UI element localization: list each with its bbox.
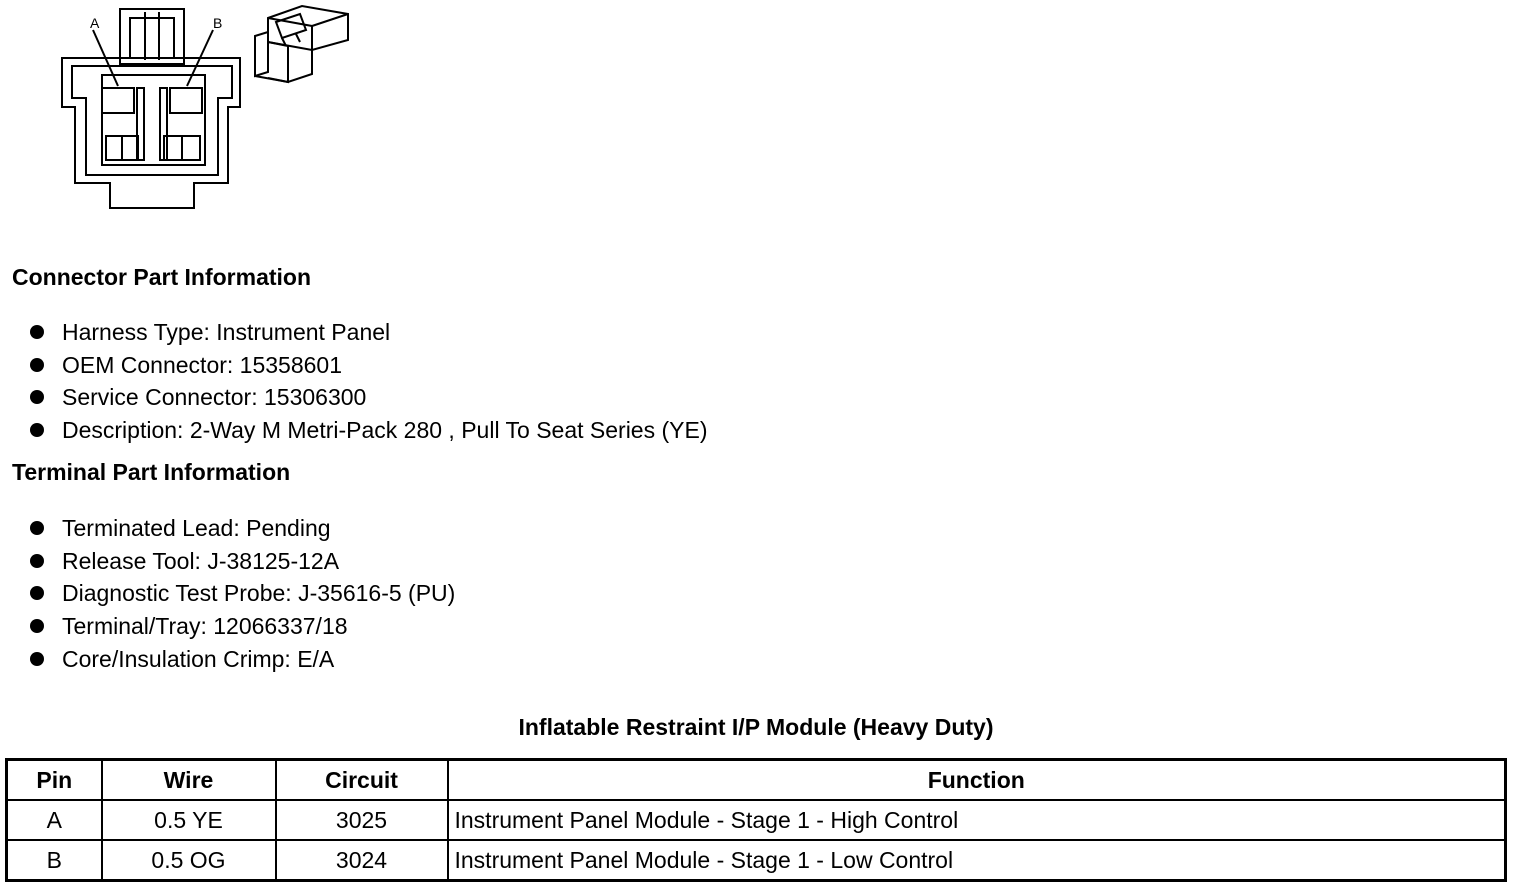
pin-a-terminal [102,88,134,113]
bullet-icon [30,358,44,372]
connector-info-heading: Connector Part Information [12,264,312,290]
bullet-icon [30,554,44,568]
cell-function: Instrument Panel Module - Stage 1 - High Control [448,800,1506,840]
list-item [30,643,455,676]
cell-circuit: 3024 [276,840,448,881]
cell-function: Instrument Panel Module - Stage 1 - Low Control [448,840,1506,881]
column-header-wire: Wire [102,760,276,801]
column-header-function: Function [448,760,1506,801]
list-item [30,349,708,382]
connector-body [62,58,240,208]
column-header-pin: Pin [7,760,102,801]
list-item [30,316,708,349]
list-item [30,610,455,643]
terminal-info-heading: Terminal Part Information [12,459,291,485]
connector-perspective-view [255,6,348,82]
harness-type: Harness Type: Instrument Panel [62,319,391,345]
bullet-icon [30,521,44,535]
connector-description: Description: 2-Way M Metri-Pack 280 , Pull To Seat Series (YE) [62,417,708,444]
bullet-icon [30,390,44,404]
cell-pin: A [7,800,102,840]
pin-b-terminal [170,88,202,113]
connector-info-list [30,316,708,447]
bullet-icon [30,652,44,666]
service-connector: Service Connector: 15306300 [62,384,367,411]
oem-connector: OEM Connector: 15358601 [62,351,343,378]
list-item [30,414,708,447]
terminal-info-list [30,512,455,675]
cell-wire: 0.5 OG [102,840,276,881]
list-item [30,381,708,414]
release-tool: Release Tool: J-38125-12A [62,547,340,574]
bullet-icon [30,325,44,339]
pinout-table [5,758,1507,882]
table-title: Inflatable Restraint I/P Module (Heavy Duty) [518,714,994,740]
column-header-circuit: Circuit [276,760,448,801]
cell-circuit: 3025 [276,800,448,840]
cell-pin: B [7,840,102,881]
terminated-lead: Terminated Lead: Pending [62,515,331,541]
bullet-icon [30,619,44,633]
pin-a-label: A [90,15,100,31]
cell-wire: 0.5 YE [102,800,276,840]
bullet-icon [30,423,44,437]
connector-diagram [50,0,360,215]
pin-b-label: B [213,15,223,31]
core-insulation-crimp: Core/Insulation Crimp: E/A [62,645,335,672]
bullet-icon [30,586,44,600]
terminal-tray: Terminal/Tray: 12066337/18 [62,613,348,640]
table-row [7,800,1506,840]
table-header-row [7,760,1506,801]
list-item [30,577,455,610]
table-row [7,840,1506,881]
diagnostic-test-probe: Diagnostic Test Probe: J-35616-5 (PU) [62,580,456,607]
list-item [30,545,455,578]
list-item [30,512,455,545]
